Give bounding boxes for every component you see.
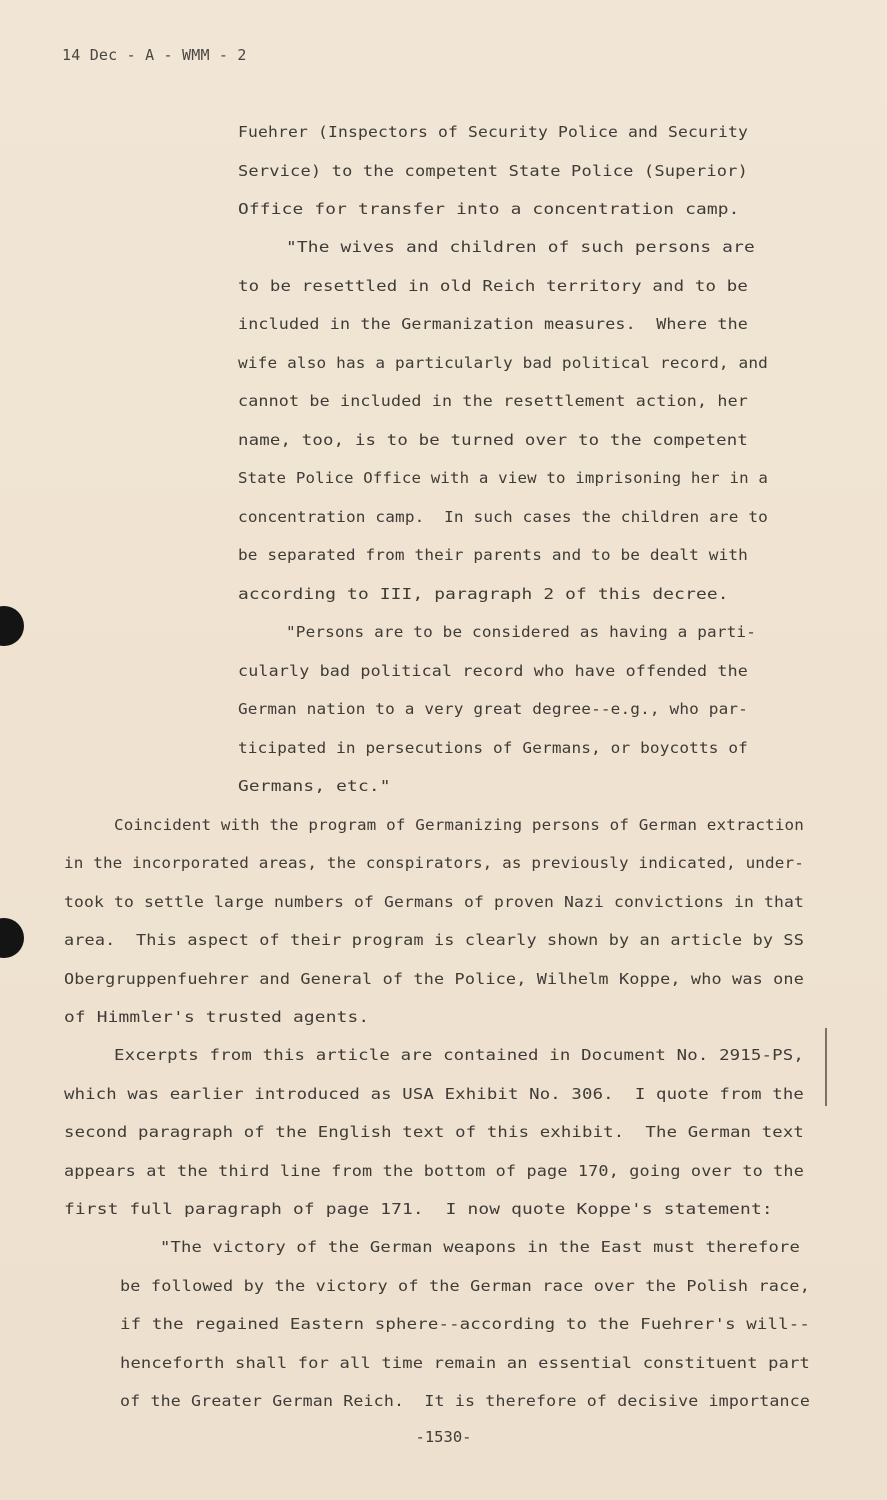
text-line: name, too, is to be turned over to the competent [238, 431, 748, 449]
text-line: second paragraph of the English text of this exhibit. The German text [64, 1123, 804, 1141]
margin-line [825, 1028, 827, 1106]
text-line: to be resettled in old Reich territory and to be [238, 277, 748, 295]
text-line: cularly bad political record who have offended the [238, 662, 748, 680]
text-line: included in the Germanization measures. Where the [238, 315, 748, 333]
page-number: -1530- [415, 1428, 472, 1446]
text-line: be separated from their parents and to be dealt with [238, 546, 748, 564]
text-line: Coincident with the program of Germanizing persons of German extraction [114, 816, 804, 834]
text-line: State Police Office with a view to imprisoning her in a [238, 469, 768, 487]
text-line: Excerpts from this article are contained in Document No. 2915-PS, [114, 1046, 804, 1064]
text-line: of the Greater German Reich. It is therefore of decisive importance [120, 1392, 810, 1410]
text-line: cannot be included in the resettlement action, her [238, 392, 748, 410]
text-line: concentration camp. In such cases the children are to [238, 508, 768, 526]
text-line: "Persons are to be considered as having a parti- [286, 623, 756, 641]
text-line: "The wives and children of such persons are [286, 238, 755, 256]
text-line: appears at the third line from the bottom of page 170, going over to the [64, 1162, 804, 1180]
punch-hole-lower [0, 918, 24, 958]
text-line: according to III, paragraph 2 of this decree. [238, 585, 729, 603]
punch-hole-upper [0, 606, 24, 646]
text-line: be followed by the victory of the German race over the Polish race, [120, 1277, 810, 1295]
text-line: of Himmler's trusted agents. [64, 1008, 370, 1026]
text-line: ticipated in persecutions of Germans, or boycotts of [238, 739, 748, 757]
text-line: Service) to the competent State Police (Superior) [238, 162, 748, 180]
text-line: took to settle large numbers of Germans of proven Nazi convictions in that [64, 893, 804, 911]
text-line: Fuehrer (Inspectors of Security Police and Security [238, 123, 748, 141]
text-line: which was earlier introduced as USA Exhibit No. 306. I quote from the [64, 1085, 804, 1103]
text-line: wife also has a particularly bad political record, and [238, 354, 768, 372]
text-line: Office for transfer into a concentration camp. [238, 200, 740, 218]
text-line: Obergruppenfuehrer and General of the Police, Wilhelm Koppe, who was one [64, 970, 804, 988]
text-line: first full paragraph of page 171. I now quote Koppe's statement: [64, 1200, 773, 1218]
text-line: Germans, etc." [238, 777, 391, 795]
text-line: henceforth shall for all time remain an essential constituent part [120, 1354, 811, 1372]
text-line: if the regained Eastern sphere--according to the Fuehrer's will-- [120, 1315, 810, 1333]
text-line: area. This aspect of their program is clearly shown by an article by SS [64, 931, 804, 949]
text-line: German nation to a very great degree--e.g., who par- [238, 700, 748, 718]
page-header: 14 Dec - A - WMM - 2 [62, 46, 247, 64]
text-line: "The victory of the German weapons in the East must therefore [160, 1238, 800, 1256]
text-line: in the incorporated areas, the conspirators, as previously indicated, under- [64, 854, 804, 872]
